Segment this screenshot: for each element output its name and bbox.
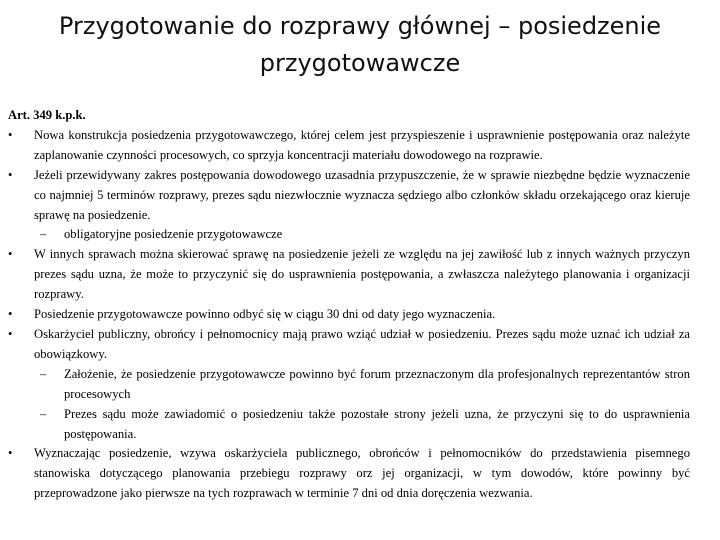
bullet-item: • W innych sprawach można skierować sprawę na posiedzenie jeżeli ze względu na jej zawiłość lub z innych ważnych przyczyn prezes sądu uzna, że może to przyczynić się do usprawnienia postępowania, a zwłaszcza należytego planowania i organizacji rozprawy. xyxy=(8,245,690,305)
slide-content xyxy=(8,106,690,504)
sub-bullet-text: Prezes sądu może zawiadomić o posiedzeniu także pozostałe strony jeżeli uzna, że przyczyni się to do usprawnienia postępowania. xyxy=(64,406,690,441)
bullet-item: • Oskarżyciel publiczny, obrońcy i pełnomocnicy mają prawo wziąć udział w posiedzeniu. Prezes sądu może uznać ich udział za obowiązkowy. xyxy=(8,325,690,365)
dash-marker: – xyxy=(40,227,47,242)
bullet-item: • Wyznaczając posiedzenie, wzywa oskarżyciela publicznego, obrońców i pełnomocników do przedstawienia pisemnego stanowiska dotyczącego planowania przebiegu rozprawy orz jej organizacji, w tym dowodów, które powinny być przeprowadzone jako pierwsze na tych rozprawach w terminie 7 dni od dnia doręczenia wezwania. xyxy=(8,444,690,504)
dash-marker: – xyxy=(40,406,47,421)
slide-title: Przygotowanie do rozprawy głównej – posiedzenie przygotowawcze xyxy=(58,12,662,77)
sub-bullet-text: obligatoryjne posiedzenie przygotowawcze xyxy=(64,227,283,242)
bullet-item: • Nowa konstrukcja posiedzenia przygotowawczego, której celem jest przyspieszenie i usprawnienie postępowania oraz należyte zaplanowanie czynności procesowych, co sprzyja koncentracji materiału dowodowego na rozprawie. xyxy=(8,126,690,166)
article-reference: Art. 349 k.p.k. xyxy=(8,108,86,122)
dash-marker: – xyxy=(40,366,47,381)
sub-bullet-item xyxy=(8,365,690,405)
sub-bullet-item xyxy=(8,225,690,245)
sub-bullet-text: Założenie, że posiedzenie przygotowawcze powinno być forum przeznaczonym dla profesjonalnych reprezentantów stron procesowych xyxy=(64,366,690,401)
bullet-item: • Jeżeli przewidywany zakres postępowania dowodowego uzasadnia przypuszczenie, że w sprawie niezbędne będzie wyznaczenie co najmniej 5 terminów rozprawy, prezes sądu niezwłocznie wyznacza sędziego albo członków składu orzekającego oraz kieruje sprawę na posiedzenie. xyxy=(8,166,690,226)
sub-bullet-item xyxy=(8,405,690,445)
bullet-item: • Posiedzenie przygotowawcze powinno odbyć się w ciągu 30 dni od daty jego wyznaczenia. xyxy=(8,305,690,325)
